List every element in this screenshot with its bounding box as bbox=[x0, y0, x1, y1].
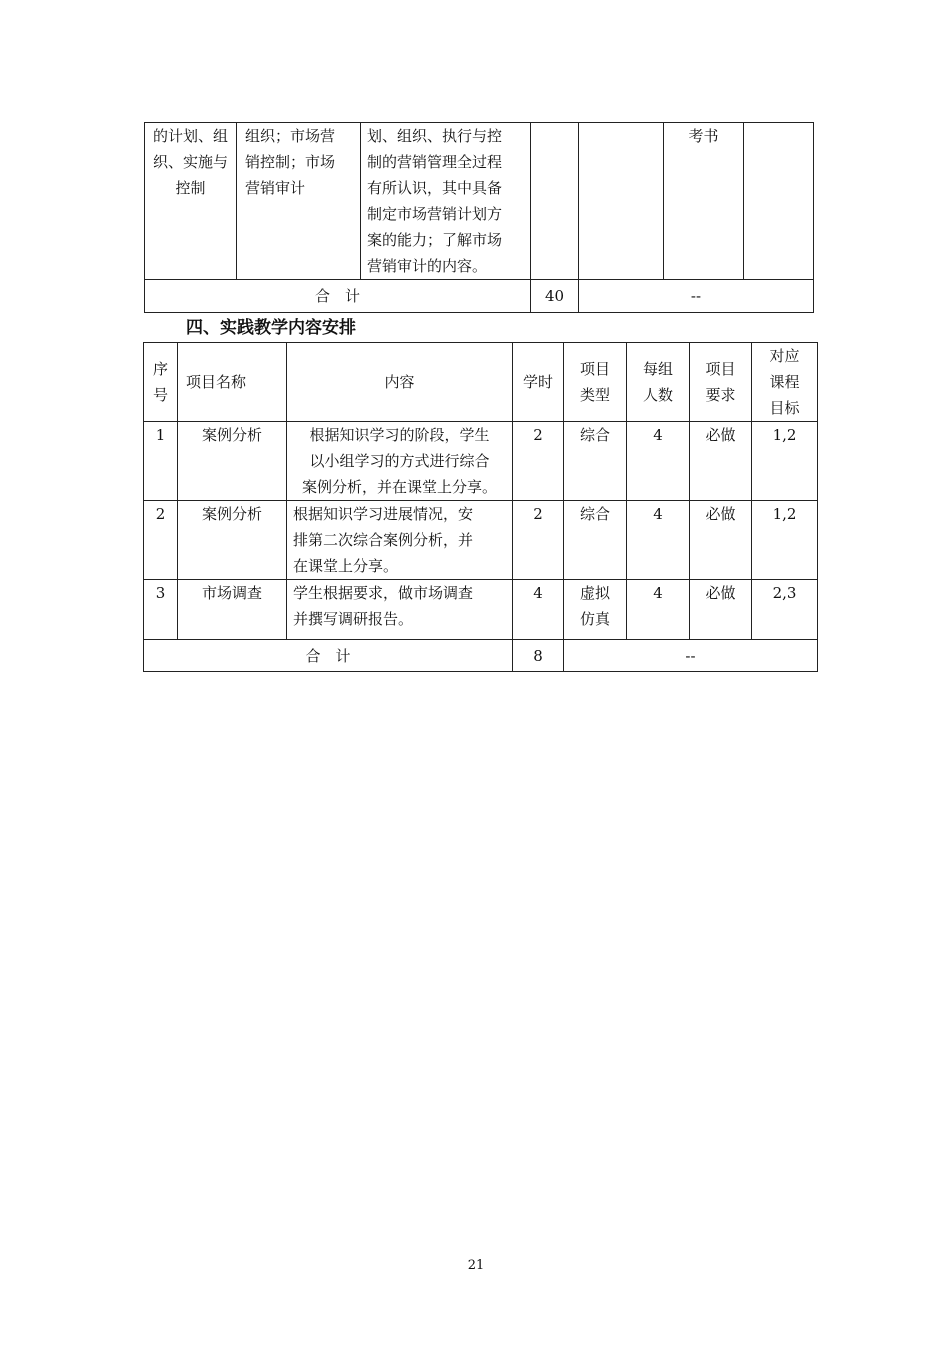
project-hours: 4 bbox=[513, 580, 564, 640]
header-cell: 项目名称 bbox=[178, 343, 287, 422]
header-cell: 项目 类型 bbox=[564, 343, 627, 422]
practice-teaching-table bbox=[143, 342, 818, 672]
project-hours: 2 bbox=[513, 422, 564, 501]
table-row bbox=[145, 123, 814, 280]
page-number: 21 bbox=[467, 1258, 485, 1273]
project-requirement: 必做 bbox=[690, 580, 752, 640]
header-cell: 序 号 bbox=[144, 343, 178, 422]
table-cell: 考书 bbox=[664, 123, 744, 280]
row-number: 2 bbox=[144, 501, 178, 580]
table-cell bbox=[744, 123, 814, 280]
course-goal: 2,3 bbox=[752, 580, 818, 640]
total-label: 合 计 bbox=[144, 640, 513, 672]
table-row bbox=[144, 501, 818, 580]
header-cell: 学时 bbox=[513, 343, 564, 422]
project-name: 案例分析 bbox=[178, 501, 287, 580]
table-cell: 划、组织、执行与控 制的营销管理全过程 有所认识，其中具备 制定市场营销计划方 案的能力；了解市场 营销审计的内容。 bbox=[361, 123, 531, 280]
table-cell: 组织；市场营 销控制；市场 营销审计 bbox=[237, 123, 361, 280]
per-group-count: 4 bbox=[627, 422, 690, 501]
project-hours: 2 bbox=[513, 501, 564, 580]
total-rest: -- bbox=[579, 280, 814, 313]
total-hours: 40 bbox=[531, 280, 579, 313]
table-header-row bbox=[144, 343, 818, 422]
course-content-table-continued bbox=[144, 122, 814, 313]
header-cell: 每组 人数 bbox=[627, 343, 690, 422]
row-number: 1 bbox=[144, 422, 178, 501]
project-name: 案例分析 bbox=[178, 422, 287, 501]
total-label: 合 计 bbox=[145, 280, 531, 313]
table-cell bbox=[579, 123, 664, 280]
project-content: 根据知识学习的阶段，学生 以小组学习的方式进行综合 案例分析，并在课堂上分享。 bbox=[287, 422, 513, 501]
project-requirement: 必做 bbox=[690, 422, 752, 501]
table-row bbox=[144, 580, 818, 640]
table-cell bbox=[531, 123, 579, 280]
course-goal: 1,2 bbox=[752, 501, 818, 580]
project-type: 综合 bbox=[564, 501, 627, 580]
project-type: 虚拟 仿真 bbox=[564, 580, 627, 640]
total-row bbox=[145, 280, 814, 313]
project-content: 根据知识学习进展情况，安 排第二次综合案例分析，并 在课堂上分享。 bbox=[287, 501, 513, 580]
row-number: 3 bbox=[144, 580, 178, 640]
total-row bbox=[144, 640, 818, 672]
table-row bbox=[144, 422, 818, 501]
header-cell: 内容 bbox=[287, 343, 513, 422]
course-goal: 1,2 bbox=[752, 422, 818, 501]
project-name: 市场调查 bbox=[178, 580, 287, 640]
table-cell: 的计划、组 织、实施与 控制 bbox=[145, 123, 237, 280]
header-cell: 项目 要求 bbox=[690, 343, 752, 422]
project-requirement: 必做 bbox=[690, 501, 752, 580]
total-hours: 8 bbox=[513, 640, 564, 672]
total-rest: -- bbox=[564, 640, 818, 672]
per-group-count: 4 bbox=[627, 501, 690, 580]
per-group-count: 4 bbox=[627, 580, 690, 640]
header-cell: 对应 课程 目标 bbox=[752, 343, 818, 422]
section-heading: 四、实践教学内容安排 bbox=[186, 318, 356, 338]
project-type: 综合 bbox=[564, 422, 627, 501]
project-content: 学生根据要求，做市场调查 并撰写调研报告。 bbox=[287, 580, 513, 640]
